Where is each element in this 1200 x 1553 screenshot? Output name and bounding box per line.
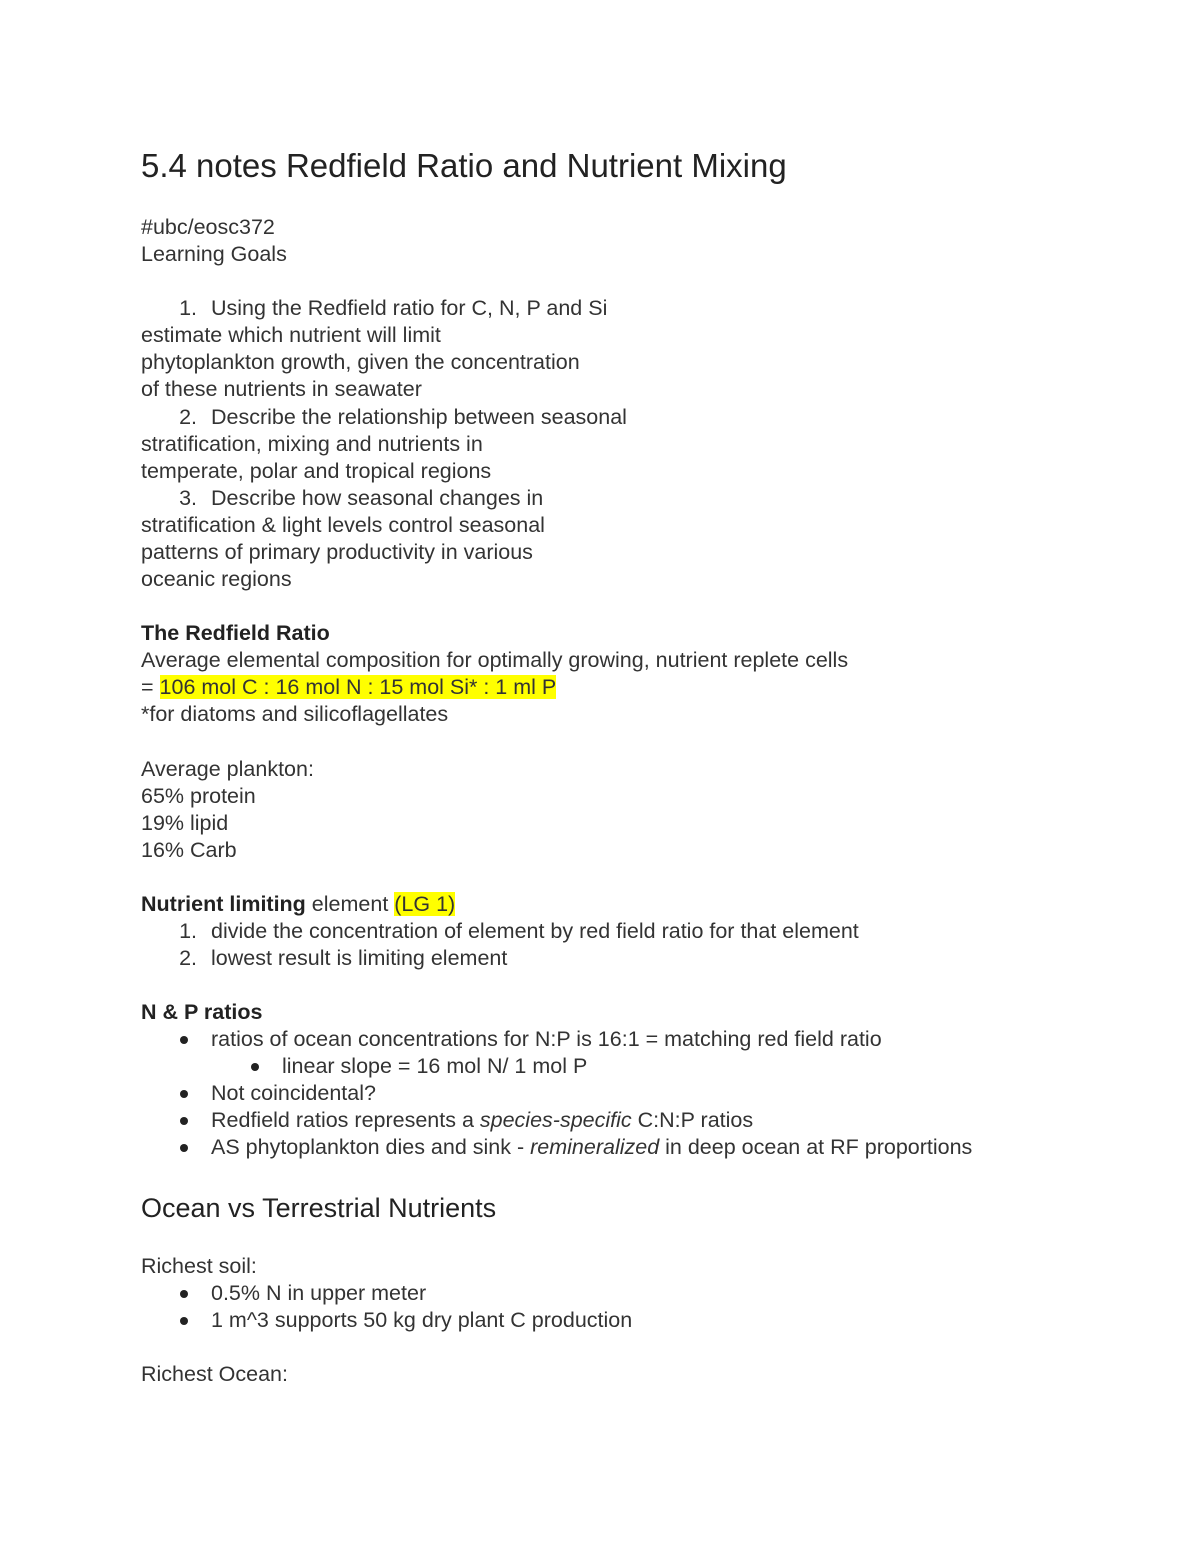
redfield-equation (141, 674, 556, 701)
plankton-item: 16% Carb (141, 838, 237, 862)
goal-text: Describe the relationship between seasonal (211, 405, 627, 429)
bullet-text: ratios of ocean concentrations for N:P is 16:1 = matching red field ratio (211, 1027, 882, 1051)
text-part: C:N:P ratios (631, 1108, 754, 1132)
section-heading: Ocean vs Terrestrial Nutrients (141, 1193, 497, 1223)
goal-1-line: estimate which nutrient will limit (141, 323, 441, 347)
goal-number: 1. (179, 296, 197, 320)
bullet-text (211, 1134, 972, 1161)
bullet-icon (251, 1063, 259, 1071)
italic-text: species-specific (479, 1108, 632, 1132)
np-heading: N & P ratios (141, 1000, 263, 1024)
bullet-text: linear slope = 16 mol N/ 1 mol P (282, 1054, 588, 1078)
plankton-label: Average plankton: (141, 757, 314, 781)
plankton-item: 65% protein (141, 784, 256, 808)
limiting-bold: Nutrient limiting (141, 892, 306, 916)
bullet-text: 0.5% N in upper meter (211, 1281, 427, 1305)
ocean-label: Richest Ocean: (141, 1362, 288, 1386)
text-part: AS phytoplankton dies and sink - (211, 1135, 531, 1159)
bullet-icon (180, 1090, 188, 1098)
goal-3-line: stratification & light levels control seasonal (141, 513, 545, 537)
goal-2-line: temperate, polar and tropical regions (141, 459, 492, 483)
limiting-heading (141, 891, 455, 918)
redfield-footnote: *for diatoms and silicoflagellates (141, 702, 449, 726)
equation-prefix: = (141, 675, 160, 699)
bullet-text: 1 m^3 supports 50 kg dry plant C production (211, 1308, 633, 1332)
soil-label: Richest soil: (141, 1254, 257, 1278)
limiting-highlight: (LG 1) (394, 892, 456, 916)
highlighted-ratio: 106 mol C : 16 mol N : 15 mol Si* : 1 ml P (159, 675, 557, 699)
bullet-icon (180, 1117, 188, 1125)
bullet-text (211, 1107, 753, 1134)
bullet-icon (180, 1036, 188, 1044)
plankton-item: 19% lipid (141, 811, 229, 835)
step-text: lowest result is limiting element (211, 946, 508, 970)
goal-1-line: of these nutrients in seawater (141, 377, 422, 401)
italic-text: remineralized (530, 1135, 660, 1159)
bullet-icon (180, 1290, 188, 1298)
tag-text: #ubc/eosc372 (141, 215, 275, 239)
step-text: divide the concentration of element by red field ratio for that element (211, 919, 859, 943)
goal-2-line: stratification, mixing and nutrients in (141, 432, 483, 456)
goal-text: Describe how seasonal changes in (211, 486, 544, 510)
redfield-description: Average elemental composition for optimally growing, nutrient replete cells (141, 648, 849, 672)
bullet-icon (180, 1144, 188, 1152)
text-part: in deep ocean at RF proportions (659, 1135, 973, 1159)
goal-3-line: patterns of primary productivity in various (141, 540, 533, 564)
goal-1-line: phytoplankton growth, given the concentration (141, 350, 580, 374)
step-number: 2. (179, 946, 197, 970)
goal-number: 2. (179, 405, 197, 429)
bullet-text: Not coincidental? (211, 1081, 376, 1105)
step-number: 1. (179, 919, 197, 943)
learning-goals-label: Learning Goals (141, 242, 287, 266)
goal-number: 3. (179, 486, 197, 510)
redfield-heading: The Redfield Ratio (141, 621, 330, 645)
goal-3-line: oceanic regions (141, 567, 292, 591)
limiting-normal: element (305, 892, 395, 916)
goal-text: Using the Redfield ratio for C, N, P and Si (211, 296, 608, 320)
bullet-icon (180, 1317, 188, 1325)
page-title: 5.4 notes Redfield Ratio and Nutrient Mixing (141, 147, 787, 184)
text-part: Redfield ratios represents a (211, 1108, 480, 1132)
